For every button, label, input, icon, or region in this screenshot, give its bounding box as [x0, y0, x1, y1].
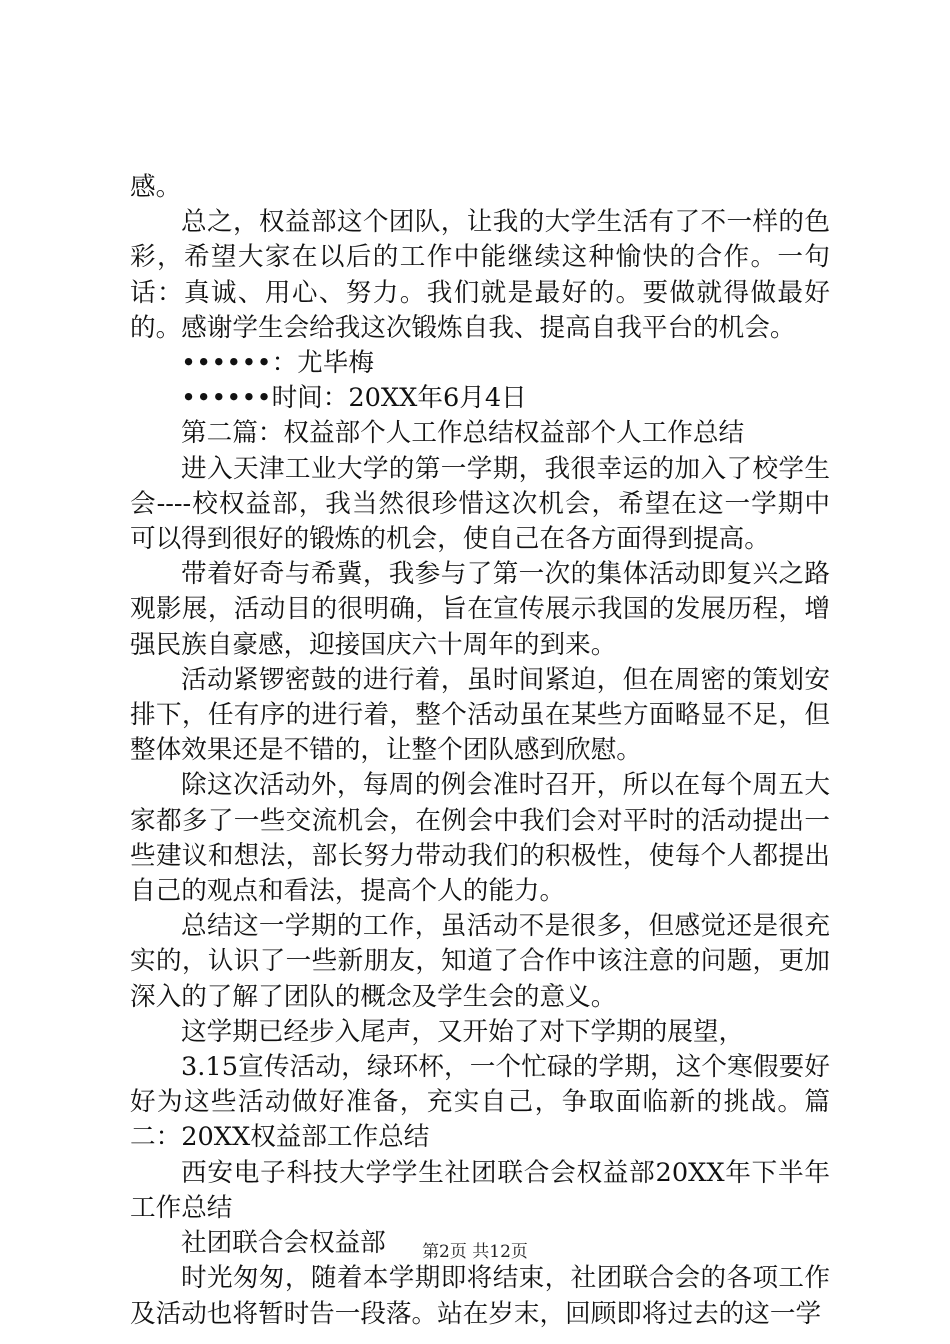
document-body: [130, 170, 830, 1332]
paragraph-1: 感。: [130, 172, 182, 202]
paragraph-6: 进入天津工业大学的第一学期，我很幸运的加入了校学生会----校权益部，我当然很珍惜这次机会，希望在这一学期中可以得到很好的锻炼的机会，使自己在各方面得到提高。: [130, 453, 830, 555]
page-number-footer: 第2页 共12页: [422, 1242, 528, 1262]
paragraph-14: 社团联合会权益部: [181, 1228, 386, 1259]
paragraph-7: 带着好奇与希冀，我参与了第一次的集体活动即复兴之路观影展，活动目的很明确，旨在宣传展示我国的发展历程，增强民族自豪感，迎接国庆六十周年的到来。: [130, 559, 830, 660]
paragraph-9: 除这次活动外，每周的例会准时召开，所以在每个周五大家都多了一些交流机会，在例会中我们会对平时的活动提出一些建议和想法，部长努力带动我们的积极性，使每个人都提出自己的观点和看法，提高个人的能力。: [130, 770, 830, 907]
paragraph-2: 总之，权益部这个团队，让我的大学生活有了不一样的色彩，希望大家在以后的工作中能继续这种愉快的合作。一句话：真诚、用心、努力。我们就是最好的。要做就得做最好的。感谢学生会给我这次锻炼自我、提高自我平台的机会。: [130, 207, 830, 343]
paragraph-15: 时光匆匆，随着本学期即将结束，社团联合会的各项工作及活动也将暂时告一段落。站在岁末，回顾即将过去的这一学: [130, 1263, 830, 1329]
section-heading: 第二篇：权益部个人工作总结权益部个人工作总结: [181, 418, 745, 449]
paragraph-12: 3.15宣传活动，绿环杯，一个忙碌的学期，这个寒假要好好为这些活动做好准备，充实自己，争取面临新的挑战。篇二：20XX权益部工作总结: [130, 1052, 830, 1153]
paragraph-4: ••••••时间：20XX年6月4日: [181, 383, 527, 414]
paragraph-10: 总结这一学期的工作，虽活动不是很多，但感觉还是很充实的，认识了一些新朋友，知道了合作中该注意的问题，更加深入的了解了团队的概念及学生会的意义。: [130, 911, 830, 1012]
paragraph-8: 活动紧锣密鼓的进行着，虽时间紧迫，但在周密的策划安排下，任有序的进行着，整个活动虽在某些方面略显不足，但整体效果还是不错的，让整个团队感到欣慰。: [130, 664, 830, 766]
paragraph-3: ••••••：尤毕梅: [181, 348, 374, 379]
paragraph-13: 西安电子科技大学学生社团联合会权益部20XX年下半年工作总结: [130, 1157, 830, 1223]
paragraph-11: 这学期已经步入尾声，又开始了对下学期的展望，: [181, 1016, 745, 1047]
